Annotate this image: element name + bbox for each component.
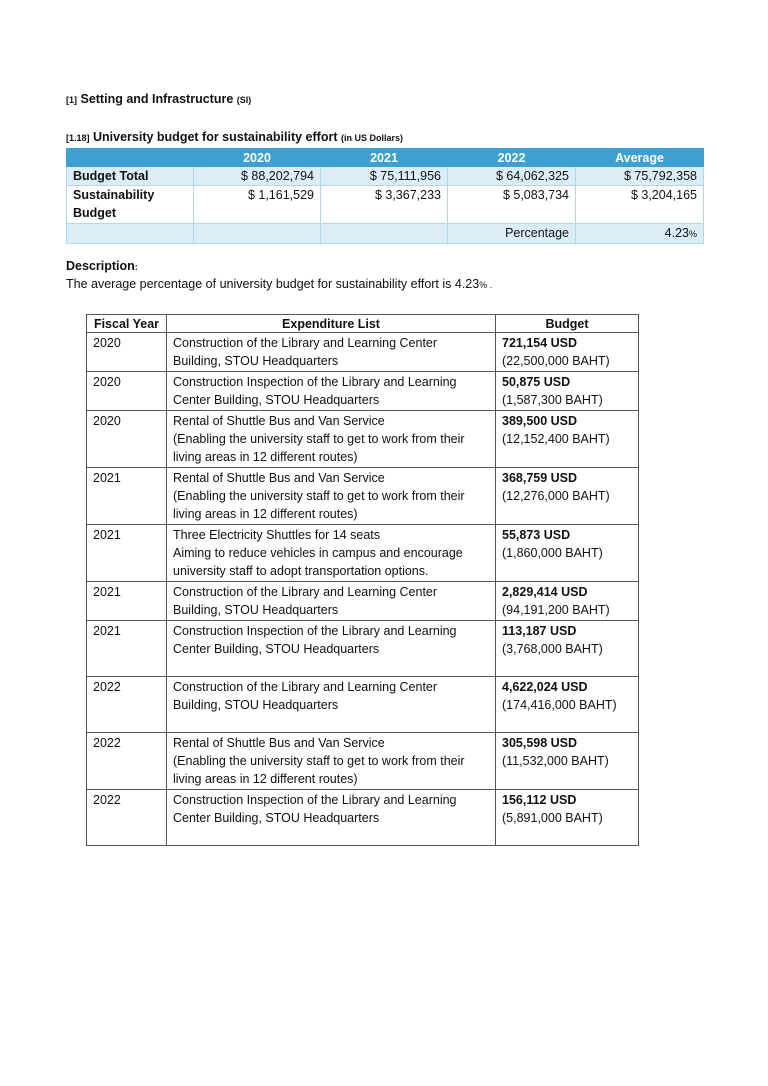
expenditure-line: Construction Inspection of the Library and Learning: [173, 375, 457, 389]
budget-header-cell: 2021: [321, 149, 448, 167]
expenditure-header-row: [87, 315, 639, 333]
description-title: [66, 259, 138, 273]
expenditure-line: Center Building, STOU Headquarters: [173, 811, 380, 825]
budget-value: $ 1,161,529: [194, 186, 321, 224]
budget-cell: [496, 790, 639, 846]
budget-cell: [496, 372, 639, 411]
table-row: [87, 790, 639, 846]
percentage-cell: [576, 224, 704, 244]
fiscal-year-cell: 2020: [87, 372, 167, 411]
fiscal-year-cell: 2021: [87, 468, 167, 525]
row-label: Sustainability Budget: [67, 186, 194, 224]
budget-baht: (3,768,000 BAHT): [502, 642, 603, 656]
fiscal-year-cell: 2021: [87, 621, 167, 677]
expenditure-line: Three Electricity Shuttles for 14 seats: [173, 528, 381, 542]
budget-header-cell: Average: [576, 149, 704, 167]
subsection-unit: (in US Dollars): [340, 133, 403, 143]
table-row: [87, 468, 639, 525]
subsection-heading: [66, 130, 403, 144]
expenditure-line: Rental of Shuttle Bus and Van Service: [173, 471, 385, 485]
expenditure-body: [87, 333, 639, 846]
header-budget: Budget: [496, 315, 639, 333]
budget-header-cell: [67, 149, 194, 167]
expenditure-line: (Enabling the university staff to get to work from their: [173, 754, 465, 768]
percentage-label: Percentage: [448, 224, 576, 244]
section-heading: [66, 92, 251, 106]
budget-value: $ 5,083,734: [448, 186, 576, 224]
budget-cell: [496, 525, 639, 582]
budget-cell: [496, 333, 639, 372]
empty-cell: [194, 224, 321, 244]
empty-cell: [67, 224, 194, 244]
fiscal-year-cell: 2020: [87, 333, 167, 372]
budget-baht: (1,860,000 BAHT): [502, 546, 603, 560]
fiscal-year-cell: 2021: [87, 582, 167, 621]
budget-cell: [496, 733, 639, 790]
expenditure-line: Construction Inspection of the Library and Learning: [173, 624, 457, 638]
description-colon: :: [134, 262, 138, 272]
table-row: [87, 525, 639, 582]
expenditure-line: living areas in 12 different routes): [173, 450, 358, 464]
budget-value: $ 64,062,325: [448, 167, 576, 186]
expenditure-line: Rental of Shuttle Bus and Van Service: [173, 414, 385, 428]
budget-baht: (12,276,000 BAHT): [502, 489, 610, 503]
budget-cell: [496, 411, 639, 468]
budget-header-row: [67, 149, 704, 167]
table-row: [87, 621, 639, 677]
fiscal-year-cell: 2020: [87, 411, 167, 468]
expenditure-list-cell: [167, 621, 496, 677]
budget-usd: 55,873 USD: [502, 528, 571, 542]
section-number: [1]: [66, 95, 77, 105]
expenditure-line: Construction of the Library and Learning Center: [173, 680, 438, 694]
budget-cell: [496, 621, 639, 677]
budget-baht: (1,587,300 BAHT): [502, 393, 603, 407]
expenditure-line: Construction of the Library and Learning Center: [173, 585, 438, 599]
table-row: [87, 333, 639, 372]
subsection-number: [1.18]: [66, 133, 90, 143]
budget-baht: (174,416,000 BAHT): [502, 698, 617, 712]
expenditure-line: (Enabling the university staff to get to work from their: [173, 489, 465, 503]
expenditure-line: (Enabling the university staff to get to work from their: [173, 432, 465, 446]
expenditure-list-cell: [167, 790, 496, 846]
budget-cell: [496, 582, 639, 621]
budget-usd: 50,875 USD: [502, 375, 571, 389]
expenditure-list-cell: [167, 525, 496, 582]
budget-value: $ 3,367,233: [321, 186, 448, 224]
header-fiscal-year: Fiscal Year: [87, 315, 167, 333]
expenditure-list-cell: [167, 333, 496, 372]
budget-usd: 305,598 USD: [502, 736, 578, 750]
expenditure-line: Center Building, STOU Headquarters: [173, 393, 380, 407]
row-label: Budget Total: [67, 167, 194, 186]
budget-usd: 368,759 USD: [502, 471, 578, 485]
expenditure-line: Construction Inspection of the Library and Learning: [173, 793, 457, 807]
expenditure-line: Building, STOU Headquarters: [173, 698, 339, 712]
budget-usd: 156,112 USD: [502, 793, 577, 807]
table-row: [87, 582, 639, 621]
budget-usd: 4,622,024 USD: [502, 680, 588, 694]
budget-value: $ 75,792,358: [576, 167, 704, 186]
expenditure-list-cell: [167, 733, 496, 790]
expenditure-list-cell: [167, 468, 496, 525]
section-code: (SI): [236, 95, 252, 105]
expenditure-list-cell: [167, 582, 496, 621]
expenditure-line: Construction of the Library and Learning Center: [173, 336, 438, 350]
budget-baht: (94,191,200 BAHT): [502, 603, 610, 617]
header-expenditure-list: Expenditure List: [167, 315, 496, 333]
budget-usd: 113,187 USD: [502, 624, 577, 638]
expenditure-line: living areas in 12 different routes): [173, 507, 358, 521]
percentage-row: [67, 224, 704, 244]
budget-usd: 389,500 USD: [502, 414, 578, 428]
budget-value: $ 75,111,956: [321, 167, 448, 186]
expenditure-line: living areas in 12 different routes): [173, 772, 358, 786]
description-text: [66, 277, 492, 291]
expenditure-line: university staff to adopt transportation options.: [173, 564, 429, 578]
fiscal-year-cell: 2022: [87, 677, 167, 733]
section-title: Setting and Infrastructure: [80, 92, 234, 106]
expenditure-list-cell: [167, 677, 496, 733]
empty-cell: [321, 224, 448, 244]
fiscal-year-cell: 2021: [87, 525, 167, 582]
fiscal-year-cell: 2022: [87, 790, 167, 846]
table-row: [87, 733, 639, 790]
subsection-title: University budget for sustainability effort: [93, 130, 338, 144]
budget-baht: (11,532,000 BAHT): [502, 754, 609, 768]
budget-cell: [496, 677, 639, 733]
expenditure-line: Aiming to reduce vehicles in campus and encourage: [173, 546, 463, 560]
budget-baht: (12,152,400 BAHT): [502, 432, 610, 446]
percentage-value: 4.23: [664, 226, 689, 240]
budget-table: [66, 148, 704, 244]
budget-usd: 2,829,414 USD: [502, 585, 588, 599]
expenditure-line: Rental of Shuttle Bus and Van Service: [173, 736, 385, 750]
budget-usd: 721,154 USD: [502, 336, 578, 350]
budget-value: $ 3,204,165: [576, 186, 704, 224]
budget-total-row: [67, 167, 704, 186]
budget-header-cell: 2022: [448, 149, 576, 167]
table-row: [87, 677, 639, 733]
budget-header-cell: 2020: [194, 149, 321, 167]
expenditure-table: [86, 314, 639, 846]
table-row: [87, 411, 639, 468]
expenditure-line: Center Building, STOU Headquarters: [173, 642, 380, 656]
budget-value: $ 88,202,794: [194, 167, 321, 186]
budget-baht: (5,891,000 BAHT): [502, 811, 603, 825]
expenditure-line: Building, STOU Headquarters: [173, 603, 339, 617]
fiscal-year-cell: 2022: [87, 733, 167, 790]
table-row: [87, 372, 639, 411]
expenditure-list-cell: [167, 411, 496, 468]
description-title-text: Description: [66, 259, 135, 273]
description-sentence: The average percentage of university budget for sustainability effort is 4.23: [66, 277, 480, 291]
percentage-sign: %: [688, 229, 697, 239]
expenditure-line: Building, STOU Headquarters: [173, 354, 339, 368]
budget-cell: [496, 468, 639, 525]
expenditure-list-cell: [167, 372, 496, 411]
description-percent: % .: [479, 280, 493, 290]
budget-baht: (22,500,000 BAHT): [502, 354, 610, 368]
sustainability-budget-row: [67, 186, 704, 224]
